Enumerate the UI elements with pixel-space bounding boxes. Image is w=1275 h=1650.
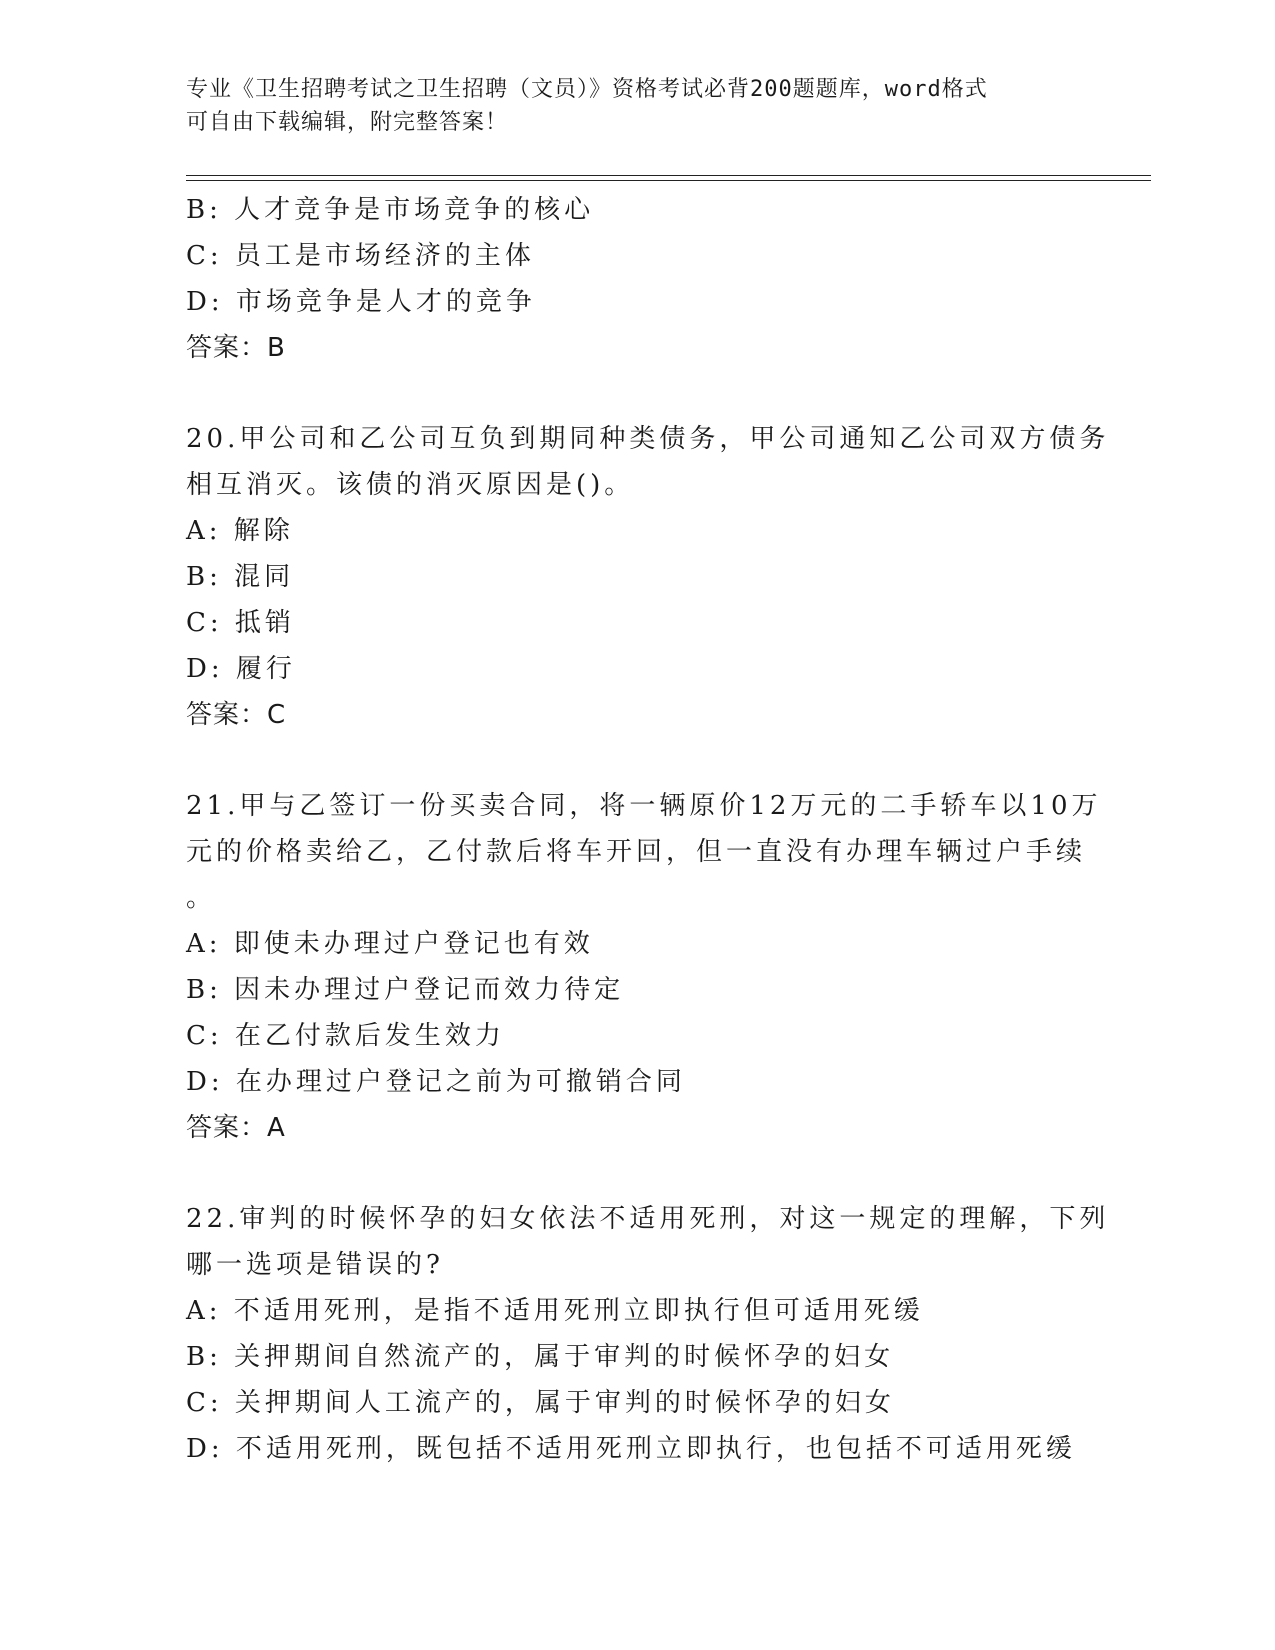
option-c: C: 在乙付款后发生效力 — [186, 1021, 505, 1051]
question-text-line-1: 20.甲公司和乙公司互负到期同种类债务，甲公司通知乙公司双方债务 — [186, 424, 1110, 454]
option-c: C: 抵销 — [186, 608, 295, 638]
answer: 答案：A — [186, 1113, 286, 1143]
option-d: D: 市场竞争是人才的竞争 — [186, 287, 536, 317]
question-20 — [186, 416, 1110, 738]
header-line-1: 专业《卫生招聘考试之卫生招聘（文员）》资格考试必背200题题库，word格式 — [186, 77, 988, 102]
option-c: C: 员工是市场经济的主体 — [186, 241, 535, 271]
question-text-line-2: 元的价格卖给乙，乙付款后将车开回，但一直没有办理车辆过户手续 — [186, 837, 1087, 867]
option-d: D: 履行 — [186, 654, 296, 684]
question-list — [186, 187, 1110, 1472]
question-text-line-2: 哪一选项是错误的? — [186, 1250, 444, 1280]
option-a: A: 即使未办理过户登记也有效 — [186, 929, 594, 959]
option-a: A: 不适用死刑，是指不适用死刑立即执行但可适用死缓 — [186, 1296, 924, 1326]
question-21 — [186, 783, 1102, 1151]
option-c: C: 关押期间人工流产的，属于审判的时候怀孕的妇女 — [186, 1388, 895, 1418]
document-header — [186, 73, 1066, 139]
header-line-2: 可自由下载编辑，附完整答案！ — [186, 110, 509, 135]
answer: 答案：B — [186, 333, 286, 363]
header-rule-top — [186, 175, 1151, 176]
option-d: D: 不适用死刑，既包括不适用死刑立即执行，也包括不可适用死缓 — [186, 1434, 1076, 1464]
option-b: B: 因未办理过户登记而效力待定 — [186, 975, 625, 1005]
option-d: D: 在办理过户登记之前为可撤销合同 — [186, 1067, 686, 1097]
option-b: B: 人才竞争是市场竞争的核心 — [186, 195, 595, 225]
question-22 — [186, 1196, 1110, 1472]
question-text-line-2: 相互消灭。该债的消灭原因是()。 — [186, 470, 635, 500]
question-text-line-1: 22.审判的时候怀孕的妇女依法不适用死刑，对这一规定的理解，下列 — [186, 1204, 1110, 1234]
option-a: A: 解除 — [186, 516, 294, 546]
option-b: B: 关押期间自然流产的，属于审判的时候怀孕的妇女 — [186, 1342, 895, 1372]
answer: 答案：C — [186, 700, 287, 730]
question-text-line-3: 。 — [186, 883, 217, 913]
question-19-tail — [186, 187, 1086, 371]
header-rule-bottom — [186, 180, 1151, 181]
option-b: B: 混同 — [186, 562, 295, 592]
question-text-line-1: 21.甲与乙签订一份买卖合同，将一辆原价12万元的二手轿车以10万 — [186, 791, 1102, 821]
